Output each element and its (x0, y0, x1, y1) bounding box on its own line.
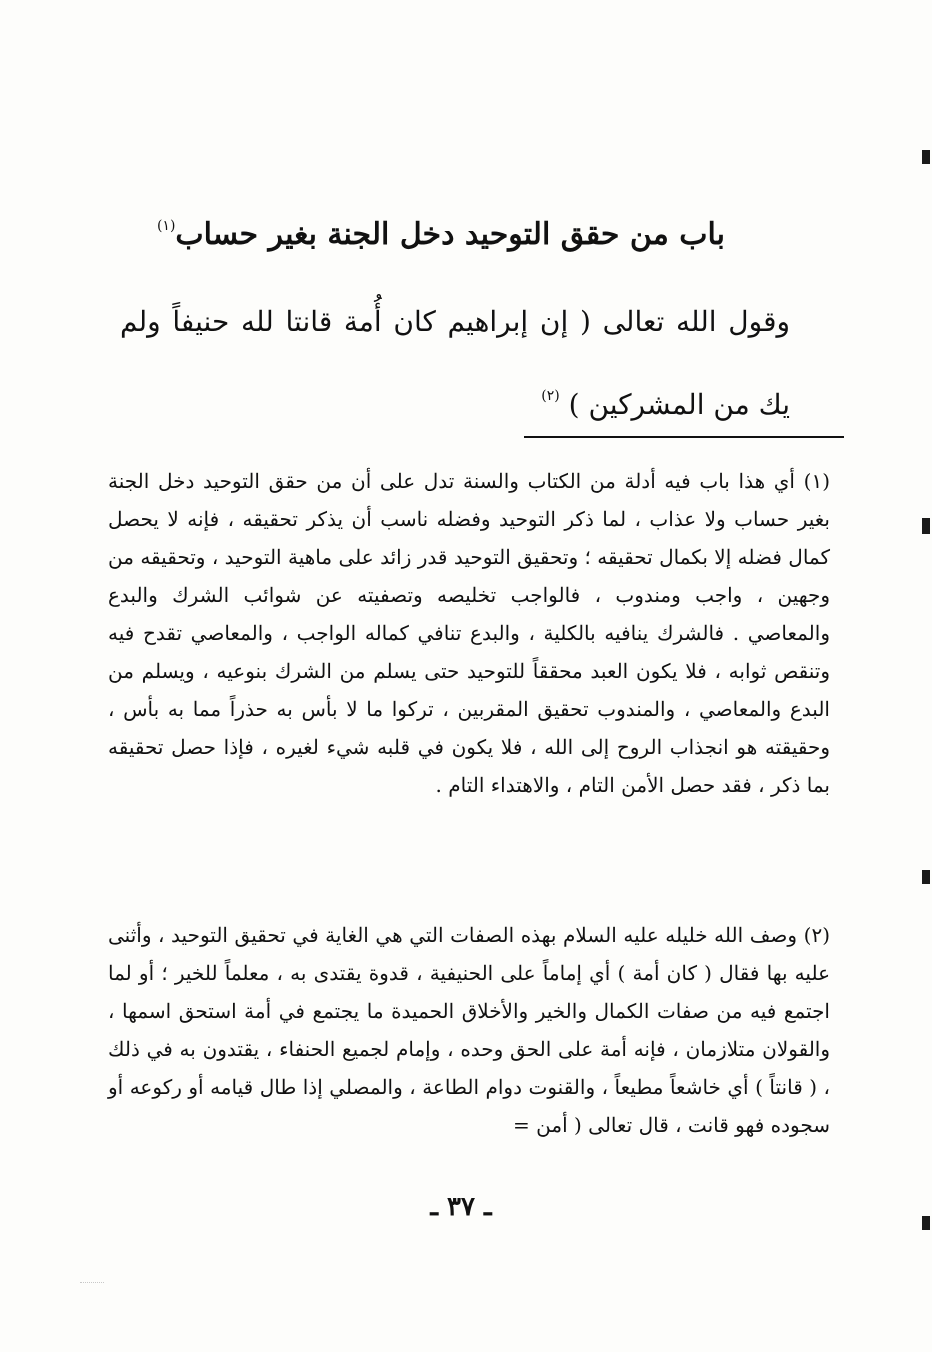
quran-verse (120, 285, 790, 442)
page-number: ـ ٣٧ ـ (430, 1192, 492, 1222)
scan-edge-mark (922, 518, 930, 534)
scan-edge-mark (922, 870, 930, 884)
chapter-title-footnote-ref: (١) (156, 218, 176, 234)
footnote-separator (524, 436, 844, 438)
quran-verse-text: وقول الله تعالى ( إن إبراهيم كان أُمة قانتا لله حنيفاً ولم يك من المشركين ) (120, 305, 790, 421)
chapter-title-text: باب من حقق التوحيد دخل الجنة بغير حساب (175, 217, 725, 252)
scan-edge-mark (922, 150, 930, 164)
footnote-1: (١) أي هذا باب فيه أدلة من الكتاب والسنة تدل على أن من حقق التوحيد دخل الجنة بغير حساب ولا عذاب ، لما ذكر التوحيد وفضله ناسب أن يذكر تحقيقه ، فإنه لا يحصل كمال فضله إلا بكمال تحقيقه ؛ وتحقيق التوحيد قدر زائد على ماهية التوحيد ، وتحقيقه من وجهين ، واجب ومندوب ، فالواجب تخليصه وتصفيته عن شوائب الشرك والبدع والمعاصي . فالشرك ينافيه بالكلية ، والبدع تنافي كماله الواجب ، والمعاصي تقدح فيه وتنقص ثوابه ، فلا يكون العبد محققاً للتوحيد حتى يسلم من الشرك بنوعيه ، ويسلم من البدع والمعاصي ، والمندوب تحقيق المقربين ، تركوا ما لا بأس به حذراً مما به بأس ، وحقيقته هو انجذاب الروح إلى الله ، فلا يكون في قلبه شيء لغيره ، فإذا حصل تحقيقه بما ذكر ، فقد حصل الأمن التام ، والاهتداء التام . (108, 469, 831, 797)
quran-verse-footnote-ref: (٢) (541, 388, 560, 404)
footnote-2: (٢) وصف الله خليله عليه السلام بهذه الصفات التي هي الغاية في تحقيق التوحيد ، وأثنى عليه بها فقال ( كان أمة ) أي إماماً على الحنيفية ، قدوة يقتدى به ، معلماً للخير ؛ أو لما اجتمع فيه من صفات الكمال والخير والأخلاق الحميدة ما يجتمع في أمة استحق اسمها ، والقولان متلازمان ، فإنه أمة على الحق وحده ، وإمام لجميع الحنفاء ، يقتدون به في ذلك ، ( قانتاً ) أي خاشعاً مطيعاً ، والقنوت دوام الطاعة ، والمصلي إذا طال قيامه أو ركوعه أو سجوده فهو قانت ، قال تعالى ( أمن = (108, 923, 830, 1137)
scan-edge-mark (922, 1216, 930, 1230)
chapter-title (156, 196, 725, 265)
scan-speck (80, 1282, 104, 1285)
